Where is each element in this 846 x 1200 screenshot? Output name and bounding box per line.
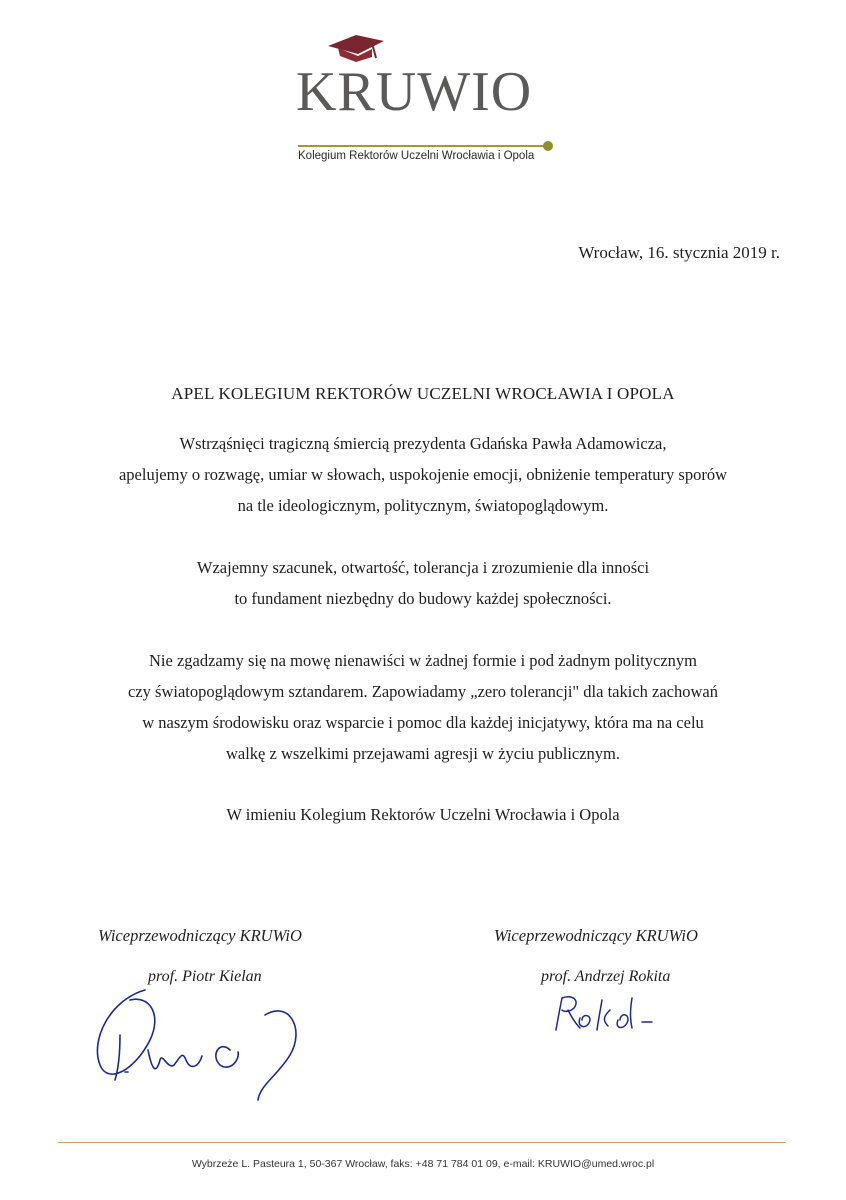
paragraph-2: [0, 552, 846, 614]
closing-line: [0, 799, 846, 830]
paragraph-3: [0, 645, 846, 769]
signatory-left-name: prof. Piotr Kielan: [148, 968, 262, 985]
signature-left-image: [90, 960, 320, 1110]
paragraph-line: to fundament niezbędny do budowy każdej społeczności.: [234, 589, 612, 608]
paragraph-line: czy światopoglądowym sztandarem. Zapowiadamy „zero tolerancji" dla takich zachowań: [128, 682, 718, 701]
logo-subtitle: Kolegium Rektorów Uczelni Wrocławia i Opola: [298, 150, 535, 162]
graduation-cap-icon: [326, 32, 386, 64]
kruwio-logo: [296, 32, 566, 162]
paragraph-line: walkę z wszelkimi przejawami agresji w życiu publicznym.: [225, 744, 621, 763]
letter-heading: APEL KOLEGIUM REKTORÓW UCZELNI WROCŁAWIA I OPOLA: [171, 384, 675, 403]
footer-address: Wybrzeże L. Pasteura 1, 50-367 Wrocław, faks: +48 71 784 01 09, e-mail: KRUWIO@umed.wroc.pl: [191, 1158, 655, 1170]
logo-wordmark: KRUWIO: [296, 61, 533, 123]
footer-rule: [58, 1142, 786, 1143]
paragraph-line: w naszym środowisku oraz wsparcie i pomoc dla każdej inicjatywy, która ma na celu: [142, 713, 704, 732]
paragraph-1: [0, 428, 846, 521]
paragraph-line: Wstrząśnięci tragiczną śmiercią prezydenta Gdańska Pawła Adamowicza,: [179, 434, 667, 453]
signatory-right-role: Wiceprzewodniczący KRUWiO: [494, 926, 698, 945]
paragraph-line: apelujemy o rozwagę, umiar w słowach, uspokojenie emocji, obniżenie temperatury sporów: [118, 465, 728, 484]
signature-right-image: [550, 990, 660, 1040]
paragraph-line: W imieniu Kolegium Rektorów Uczelni Wrocławia i Opola: [226, 805, 620, 824]
paragraph-line: na tle ideologicznym, politycznym, światopoglądowym.: [237, 496, 609, 515]
signatory-left-role: Wiceprzewodniczący KRUWiO: [98, 926, 302, 945]
letter-date: Wrocław, 16. stycznia 2019 r.: [578, 243, 780, 262]
logo-rule: [298, 145, 546, 147]
paragraph-line: Wzajemny szacunek, otwartość, tolerancja i zrozumienie dla inności: [196, 558, 650, 577]
paragraph-line: Nie zgadzamy się na mowę nienawiści w żadnej formie i pod żadnym politycznym: [149, 651, 697, 670]
signatory-right-name: prof. Andrzej Rokita: [541, 968, 671, 985]
